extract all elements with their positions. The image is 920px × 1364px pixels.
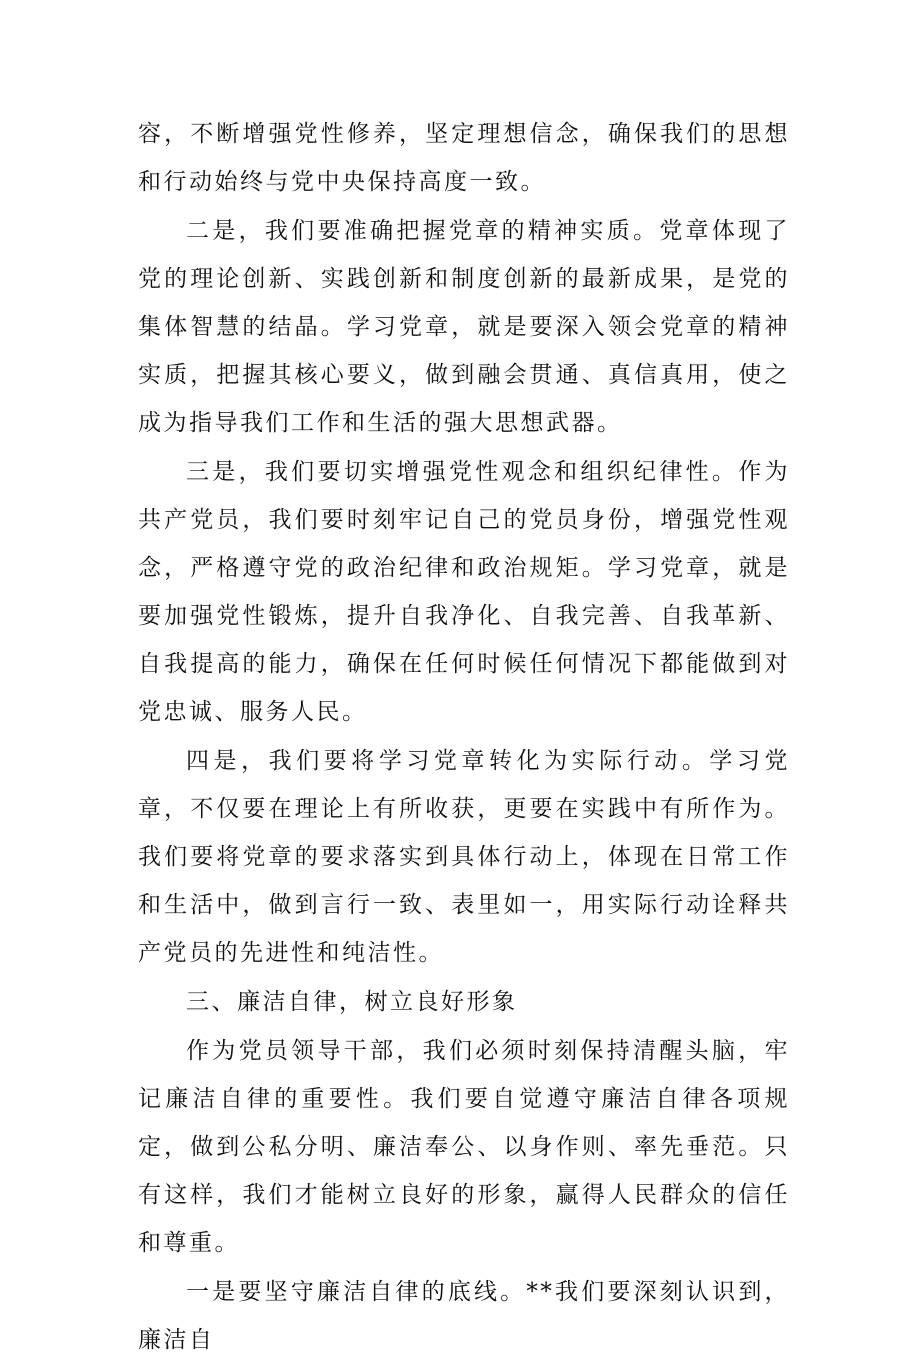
document-body (138, 110, 790, 1364)
paragraph-point-four: 四是，我们要将学习党章转化为实际行动。学习党章，不仅要在理论上有所收获，更要在实践中有所作为。我们要将党章的要求落实到具体行动上，体现在日常工作和生活中，做到言行一致、表里如一，用实际行动诠释共产党员的先进性和纯洁性。 (138, 748, 790, 966)
paragraph-point-three: 三是，我们要切实增强党性观念和组织纪律性。作为共产党员，我们要时刻牢记自己的党员身份，增强党性观念，严格遵守党的政治纪律和政治规矩。学习党章，就是要加强党性锻炼，提升自我净化、自我完善、自我革新、自我提高的能力，确保在任何时候任何情况下都能做到对党忠诚、服务人民。 (138, 459, 790, 725)
paragraph-point-two: 二是，我们要准确把握党章的精神实质。党章体现了党的理论创新、实践创新和制度创新的最新成果，是党的集体智慧的结晶。学习党章，就是要深入领会党章的精神实质，把握其核心要义，做到融会贯通、真信真用，使之成为指导我们工作和生活的强大思想武器。 (138, 218, 790, 436)
paragraph-section-intro: 作为党员领导干部，我们必须时刻保持清醒头脑，牢记廉洁自律的重要性。我们要自觉遵守廉洁自律各项规定，做到公私分明、廉洁奉公、以身作则、率先垂范。只有这样，我们才能树立良好的形象，赢得人民群众的信任和尊重。 (138, 1038, 790, 1256)
paragraph-continuation: 容，不断增强党性修养，坚定理想信念，确保我们的思想和行动始终与党中央保持高度一致。 (138, 121, 790, 195)
section-heading: 三、廉洁自律，树立良好形象 (186, 989, 518, 1015)
paragraph-subpoint-one: 一是要坚守廉洁自律的底线。**我们要深刻认识到，廉洁自 (138, 1279, 790, 1353)
